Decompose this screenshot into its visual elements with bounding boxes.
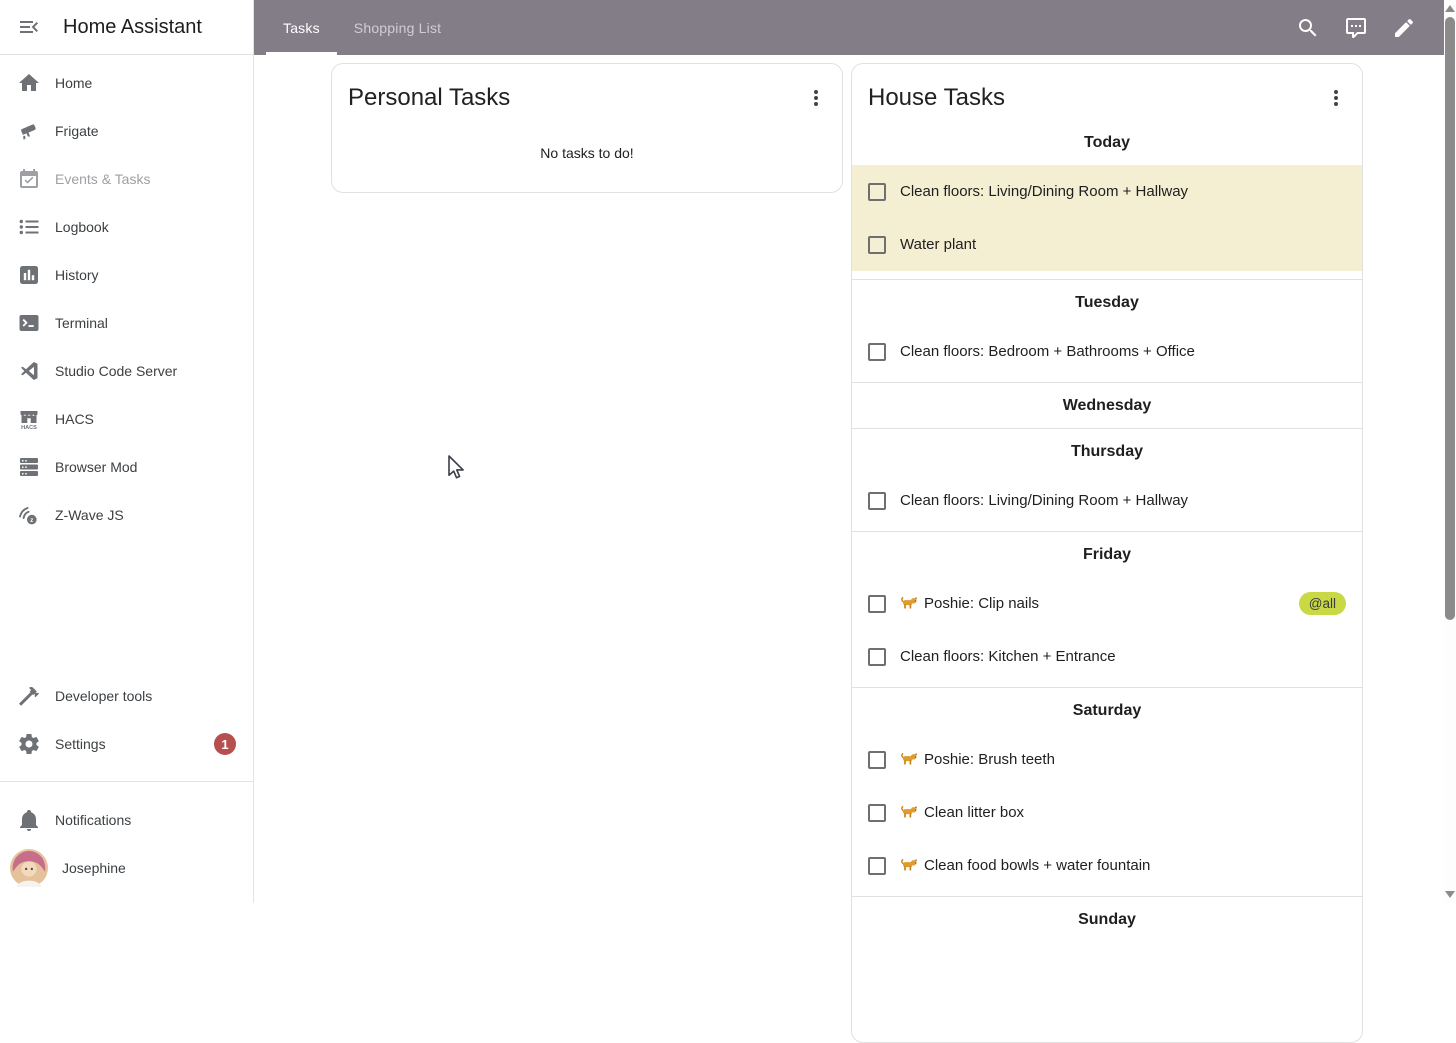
svg-text:HACS: HACS (21, 425, 37, 431)
sidebar-bottom (0, 672, 253, 892)
day-section-sunday (852, 896, 1362, 942)
sidebar-item-label: Settings (55, 736, 106, 752)
home-icon (17, 71, 41, 95)
house-tasks-card (851, 63, 1363, 1043)
topbar-actions (1296, 16, 1416, 40)
day-section-today (852, 120, 1362, 279)
task-row (852, 474, 1362, 527)
mouse-cursor (443, 453, 469, 483)
user-avatar (10, 849, 48, 887)
search-icon[interactable] (1296, 16, 1320, 40)
sidebar-divider (0, 781, 253, 782)
sidebar-item-settings[interactable] (0, 720, 253, 768)
task-label: Clean floors: Living/Dining Room + Hallway (900, 183, 1189, 200)
task-label (900, 751, 1055, 768)
sidebar-item-zwave-js[interactable] (0, 491, 253, 539)
sidebar-item-label: Notifications (55, 812, 132, 828)
scrollbar-up-arrow[interactable] (1445, 5, 1455, 12)
svg-text:z: z (30, 517, 34, 524)
task-row (852, 577, 1362, 630)
vscode-icon (17, 359, 41, 383)
sidebar-item-browser-mod[interactable] (0, 443, 253, 491)
sidebar-item-label: Developer tools (55, 688, 153, 704)
task-row (852, 218, 1362, 271)
task-text: Poshie: Clip nails (924, 595, 1040, 612)
day-header: Thursday (1070, 443, 1143, 460)
more-menu-icon[interactable] (1324, 86, 1348, 110)
day-header: Wednesday (1062, 397, 1152, 414)
server-stack-icon (17, 455, 41, 479)
sidebar-item-label: Frigate (55, 123, 99, 139)
day-header: Friday (1082, 546, 1131, 563)
today-highlighted-tasks (852, 165, 1362, 271)
task-text: Clean food bowls + water fountain (924, 857, 1151, 874)
day-header: Saturday (1072, 702, 1142, 719)
hammer-icon (17, 684, 41, 708)
task-row (852, 165, 1362, 218)
zwave-signal-icon (17, 503, 41, 527)
sidebar-item-history[interactable] (0, 251, 253, 299)
sidebar-item-studio-code-server[interactable] (0, 347, 253, 395)
calendar-check-icon (17, 167, 41, 191)
day-header: Today (1084, 134, 1130, 151)
sidebar (0, 0, 254, 903)
sidebar-item-label: Home (55, 75, 93, 91)
gear-icon (17, 732, 41, 756)
bell-icon (17, 808, 41, 832)
day-section-saturday (852, 687, 1362, 896)
assignee-chip: @all (1299, 592, 1346, 615)
tab-bar (254, 0, 458, 55)
task-text: Poshie: Brush teeth (924, 751, 1055, 768)
comment-processing-icon[interactable] (1344, 16, 1368, 40)
user-name: Josephine (62, 860, 126, 876)
day-section-thursday (852, 428, 1362, 531)
sidebar-item-label: Events & Tasks (55, 171, 151, 187)
scrollbar-thumb[interactable] (1445, 17, 1455, 620)
cctv-camera-icon (17, 119, 41, 143)
card-title: Personal Tasks (348, 84, 511, 111)
task-label (900, 857, 1150, 874)
sidebar-item-hacs[interactable] (0, 395, 253, 443)
tab-tasks[interactable] (266, 0, 337, 55)
task-checkbox[interactable] (868, 343, 886, 361)
empty-message: No tasks to do! (540, 145, 634, 161)
more-menu-icon[interactable] (804, 86, 828, 110)
sidebar-item-label: Z-Wave JS (55, 507, 124, 523)
sidebar-item-terminal[interactable] (0, 299, 253, 347)
day-section-wednesday (852, 382, 1362, 428)
tab-label: Shopping List (353, 19, 442, 36)
task-checkbox[interactable] (868, 236, 886, 254)
tab-shopping-list[interactable] (337, 0, 458, 55)
sidebar-item-notifications[interactable] (0, 796, 253, 844)
sidebar-item-label: Studio Code Server (55, 363, 178, 379)
menu-open-icon[interactable] (17, 15, 41, 39)
hacs-storefront-icon (17, 407, 41, 431)
day-section-friday (852, 531, 1362, 687)
task-label (900, 804, 1024, 821)
card-title: House Tasks (868, 84, 1005, 111)
dog-emoji-icon (900, 752, 918, 768)
task-label: Clean floors: Living/Dining Room + Hallway (900, 492, 1189, 509)
task-row (852, 839, 1362, 892)
scrollbar (1444, 0, 1456, 903)
day-section-tuesday (852, 279, 1362, 382)
day-header: Sunday (1078, 911, 1136, 928)
tab-label: Tasks (283, 19, 320, 36)
dog-emoji-icon (900, 596, 918, 612)
task-row (852, 325, 1362, 378)
task-text: Clean litter box (924, 804, 1025, 821)
sidebar-item-frigate[interactable] (0, 107, 253, 155)
sidebar-item-label: Logbook (55, 219, 109, 235)
sidebar-item-developer-tools[interactable] (0, 672, 253, 720)
task-checkbox[interactable] (868, 492, 886, 510)
task-row (852, 630, 1362, 683)
sidebar-item-user[interactable] (0, 844, 253, 892)
dog-emoji-icon (900, 858, 918, 874)
task-row (852, 786, 1362, 839)
pencil-icon[interactable] (1392, 16, 1416, 40)
sidebar-item-logbook[interactable] (0, 203, 253, 251)
task-label: Water plant (900, 236, 977, 253)
sidebar-item-label: Terminal (55, 315, 108, 331)
task-checkbox[interactable] (868, 804, 886, 822)
sidebar-item-label: HACS (55, 411, 94, 427)
bar-chart-box-icon (17, 263, 41, 287)
day-header: Tuesday (1075, 294, 1139, 311)
sidebar-header (0, 0, 253, 55)
task-row (852, 733, 1362, 786)
list-bulleted-icon (17, 215, 41, 239)
task-checkbox[interactable] (868, 751, 886, 769)
task-label: Clean floors: Kitchen + Entrance (900, 648, 1116, 665)
sidebar-nav (0, 55, 253, 539)
settings-badge: 1 (214, 733, 236, 755)
active-tab-indicator (266, 52, 337, 55)
task-label: Clean floors: Bedroom + Bathrooms + Office (900, 343, 1195, 360)
app-title: Home Assistant (63, 15, 202, 38)
task-checkbox[interactable] (868, 648, 886, 666)
personal-tasks-card (331, 63, 843, 193)
task-checkbox[interactable] (868, 595, 886, 613)
dog-emoji-icon (900, 805, 918, 821)
sidebar-item-label: History (55, 267, 99, 283)
sidebar-item-home[interactable] (0, 59, 253, 107)
task-label (900, 595, 1039, 612)
task-checkbox[interactable] (868, 857, 886, 875)
task-checkbox[interactable] (868, 183, 886, 201)
scrollbar-down-arrow[interactable] (1445, 891, 1455, 898)
topbar (254, 0, 1444, 55)
sidebar-item-label: Browser Mod (55, 459, 138, 475)
sidebar-item-events-tasks[interactable] (0, 155, 253, 203)
terminal-icon (17, 311, 41, 335)
